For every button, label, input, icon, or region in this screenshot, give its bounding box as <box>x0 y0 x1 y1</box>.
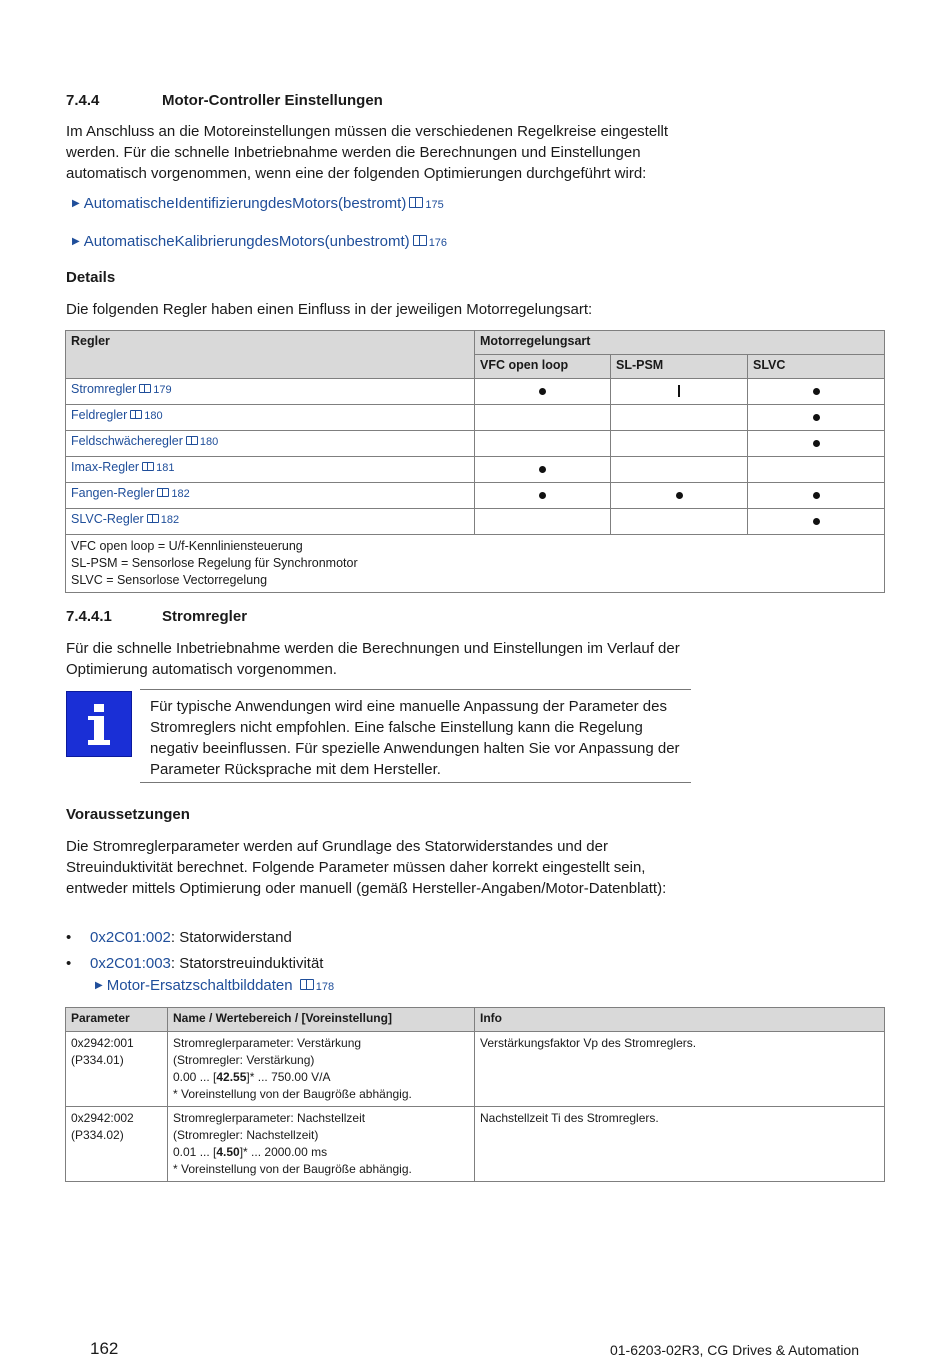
details-text: Die folgenden Regler haben einen Einfluss in der jeweiligen Motorregelungsart: <box>66 301 593 318</box>
info-note-frame <box>140 689 691 783</box>
param-info: Nachstellzeit Ti des Stromreglers. <box>475 1107 885 1182</box>
xref-label: Motor-Ersatzschaltbilddaten <box>106 977 293 994</box>
param-short-name: (Stromregler: Nachstellzeit) <box>173 1128 319 1142</box>
param-note: * Voreinstellung von der Baugröße abhängig. <box>173 1162 412 1176</box>
bar-mark <box>678 385 680 397</box>
book-icon <box>139 384 151 393</box>
page-number: 162 <box>90 1339 119 1358</box>
dot-mark <box>813 492 820 499</box>
mark-cell <box>475 379 611 405</box>
dot-mark <box>813 388 820 395</box>
mark-cell <box>475 457 611 483</box>
param-note: * Voreinstellung von der Baugröße abhängig. <box>173 1087 412 1101</box>
param-index: 0x2942:002 <box>71 1111 134 1125</box>
dot-mark <box>813 440 820 447</box>
header-name: Name / Wertebereich / [Voreinstellung] <box>168 1008 475 1032</box>
param-default: 42.55 <box>216 1070 247 1084</box>
regler-link[interactable]: Feldregler 180 <box>71 408 163 422</box>
param-default: 4.50 <box>216 1145 240 1159</box>
details-heading: Details <box>66 269 116 286</box>
xref-ersatzschaltbild-link[interactable] <box>95 977 334 994</box>
book-icon <box>300 979 314 990</box>
table-row <box>66 431 885 457</box>
legend-row <box>66 535 885 593</box>
param-code: (P334.01) <box>71 1053 124 1067</box>
regler-link[interactable]: Stromregler 179 <box>71 382 172 396</box>
mark-cell <box>475 431 611 457</box>
info-icon <box>66 691 132 757</box>
table-row <box>66 379 885 405</box>
header-motorregelungsart: Motorregelungsart <box>475 331 885 355</box>
list-item <box>66 955 323 972</box>
table-row <box>66 1032 885 1107</box>
subsection-number: 7.4.4.1 <box>66 608 112 625</box>
xref-page: 175 <box>425 199 444 211</box>
arrow-right-icon: ▶ <box>95 980 103 991</box>
dot-mark <box>813 414 820 421</box>
list-item <box>66 929 292 946</box>
param-short-name: (Stromregler: Verstärkung) <box>173 1053 315 1067</box>
mark-cell <box>748 405 885 431</box>
xref-page: 176 <box>428 237 448 249</box>
param-range: 0.00 ... [42.55]* ... 750.00 V/A <box>173 1070 331 1084</box>
book-icon <box>130 410 142 419</box>
param-range: 0.01 ... [4.50]* ... 2000.00 ms <box>173 1145 328 1159</box>
mark-cell <box>748 509 885 535</box>
param-name: Stromreglerparameter: Verstärkung <box>173 1036 362 1050</box>
legend-line: SL-PSM = Sensorlose Regelung für Synchronmotor <box>71 556 358 570</box>
mark-cell <box>748 379 885 405</box>
table-row <box>66 405 885 431</box>
mark-cell <box>475 483 611 509</box>
document-id: 01-6203-02R3, CG Drives & Automation <box>609 1342 859 1358</box>
dot-mark <box>539 388 546 395</box>
header-vfc: VFC open loop <box>475 355 611 379</box>
mark-cell <box>611 379 748 405</box>
bullet-icon: • <box>66 929 72 946</box>
mark-cell <box>611 457 748 483</box>
param-name: Stromreglerparameter: Nachstellzeit <box>173 1111 366 1125</box>
info-note-text: Für typische Anwendungen wird eine manuelle Anpassung der Parameter des Stromreglers nicht empfohlen. Eine falsche Einstellung kann die Regelung negativ beeinflussen. Für spezielle Anwendungen halten Sie vor Anpassung der Parameter Rücksprache mit dem Hersteller. <box>150 698 680 778</box>
table-row <box>66 509 885 535</box>
section-intro: Im Anschluss an die Motoreinstellungen müssen die verschiedenen Regelkreise eingestellt werden. Für die schnelle Inbetriebnahme werden die Berechnungen und Einstellungen automatisch vorgenommen, wenn eine der folgenden Optimierungen durchgeführt wird: <box>66 123 669 182</box>
dot-mark <box>539 466 546 473</box>
param-info: Verstärkungsfaktor Vp des Stromreglers. <box>475 1032 885 1107</box>
book-icon <box>413 235 427 246</box>
section-title: Motor-Controller Einstellungen <box>162 92 383 109</box>
xref-identifizierung-link[interactable] <box>72 195 444 212</box>
prereq-text: Die Stromreglerparameter werden auf Grundlage des Statorwiderstandes und der Streuinduktivität berechnet. Folgende Parameter müssen daher korrekt eingestellt sein, entweder mittels Optimierung oder manuell (gemäß Hersteller-Angaben/Motor-Datenblatt): <box>66 838 667 897</box>
book-icon <box>147 514 159 523</box>
arrow-right-icon: ▶ <box>72 198 80 209</box>
bullet-icon: • <box>66 955 72 972</box>
param-index: 0x2942:001 <box>71 1036 134 1050</box>
mark-cell <box>748 431 885 457</box>
info-note <box>66 689 691 783</box>
subsection-intro: Für die schnelle Inbetriebnahme werden die Berechnungen und Einstellungen im Verlauf der Optimierung automatisch vorgenommen. <box>66 640 680 678</box>
regler-link[interactable]: Imax-Regler 181 <box>71 460 175 474</box>
book-icon <box>142 462 154 471</box>
header-slvc: SLVC <box>748 355 885 379</box>
arrow-right-icon: ▶ <box>72 236 80 247</box>
mark-cell <box>748 483 885 509</box>
mark-cell <box>611 431 748 457</box>
regler-table <box>65 330 885 593</box>
dot-mark <box>813 518 820 525</box>
param-link[interactable]: 0x2C01:002 <box>90 929 171 946</box>
book-icon <box>186 436 198 445</box>
mark-cell <box>611 405 748 431</box>
param-link[interactable]: 0x2C01:003 <box>90 955 171 972</box>
mark-cell <box>611 509 748 535</box>
regler-link[interactable]: Feldschwächeregler 180 <box>71 434 219 448</box>
param-desc: : Statorstreuinduktivität <box>170 955 324 972</box>
section-number: 7.4.4 <box>66 92 100 109</box>
header-parameter: Parameter <box>66 1008 168 1032</box>
header-regler: Regler <box>66 331 475 379</box>
table-row <box>66 1107 885 1182</box>
mark-cell <box>475 405 611 431</box>
mark-cell <box>475 509 611 535</box>
book-icon <box>157 488 169 497</box>
param-code: (P334.02) <box>71 1128 124 1142</box>
mark-cell <box>748 457 885 483</box>
subsection-title: Stromregler <box>162 608 248 625</box>
xref-label: AutomatischeKalibrierungdesMotors(unbestromt) <box>83 233 410 250</box>
mark-cell <box>611 483 748 509</box>
header-info: Info <box>475 1008 885 1032</box>
xref-page: 178 <box>315 981 335 993</box>
param-desc: : Statorwiderstand <box>170 929 292 946</box>
table-row <box>66 483 885 509</box>
regler-link[interactable]: SLVC-Regler 182 <box>71 512 180 526</box>
regler-link[interactable]: Fangen-Regler 182 <box>71 486 190 500</box>
parameter-table <box>65 1007 885 1182</box>
prereq-heading: Voraussetzungen <box>66 806 190 823</box>
book-icon <box>409 197 423 208</box>
table-row <box>66 457 885 483</box>
xref-kalibrierung-link[interactable] <box>72 233 447 250</box>
xref-label: AutomatischeIdentifizierungdesMotors(bestromt) <box>83 195 407 212</box>
dot-mark <box>676 492 683 499</box>
header-slpsm: SL-PSM <box>611 355 748 379</box>
legend-line: VFC open loop = U/f-Kennliniensteuerung <box>71 539 303 553</box>
dot-mark <box>539 492 546 499</box>
legend-line: SLVC = Sensorlose Vectorregelung <box>71 573 268 587</box>
